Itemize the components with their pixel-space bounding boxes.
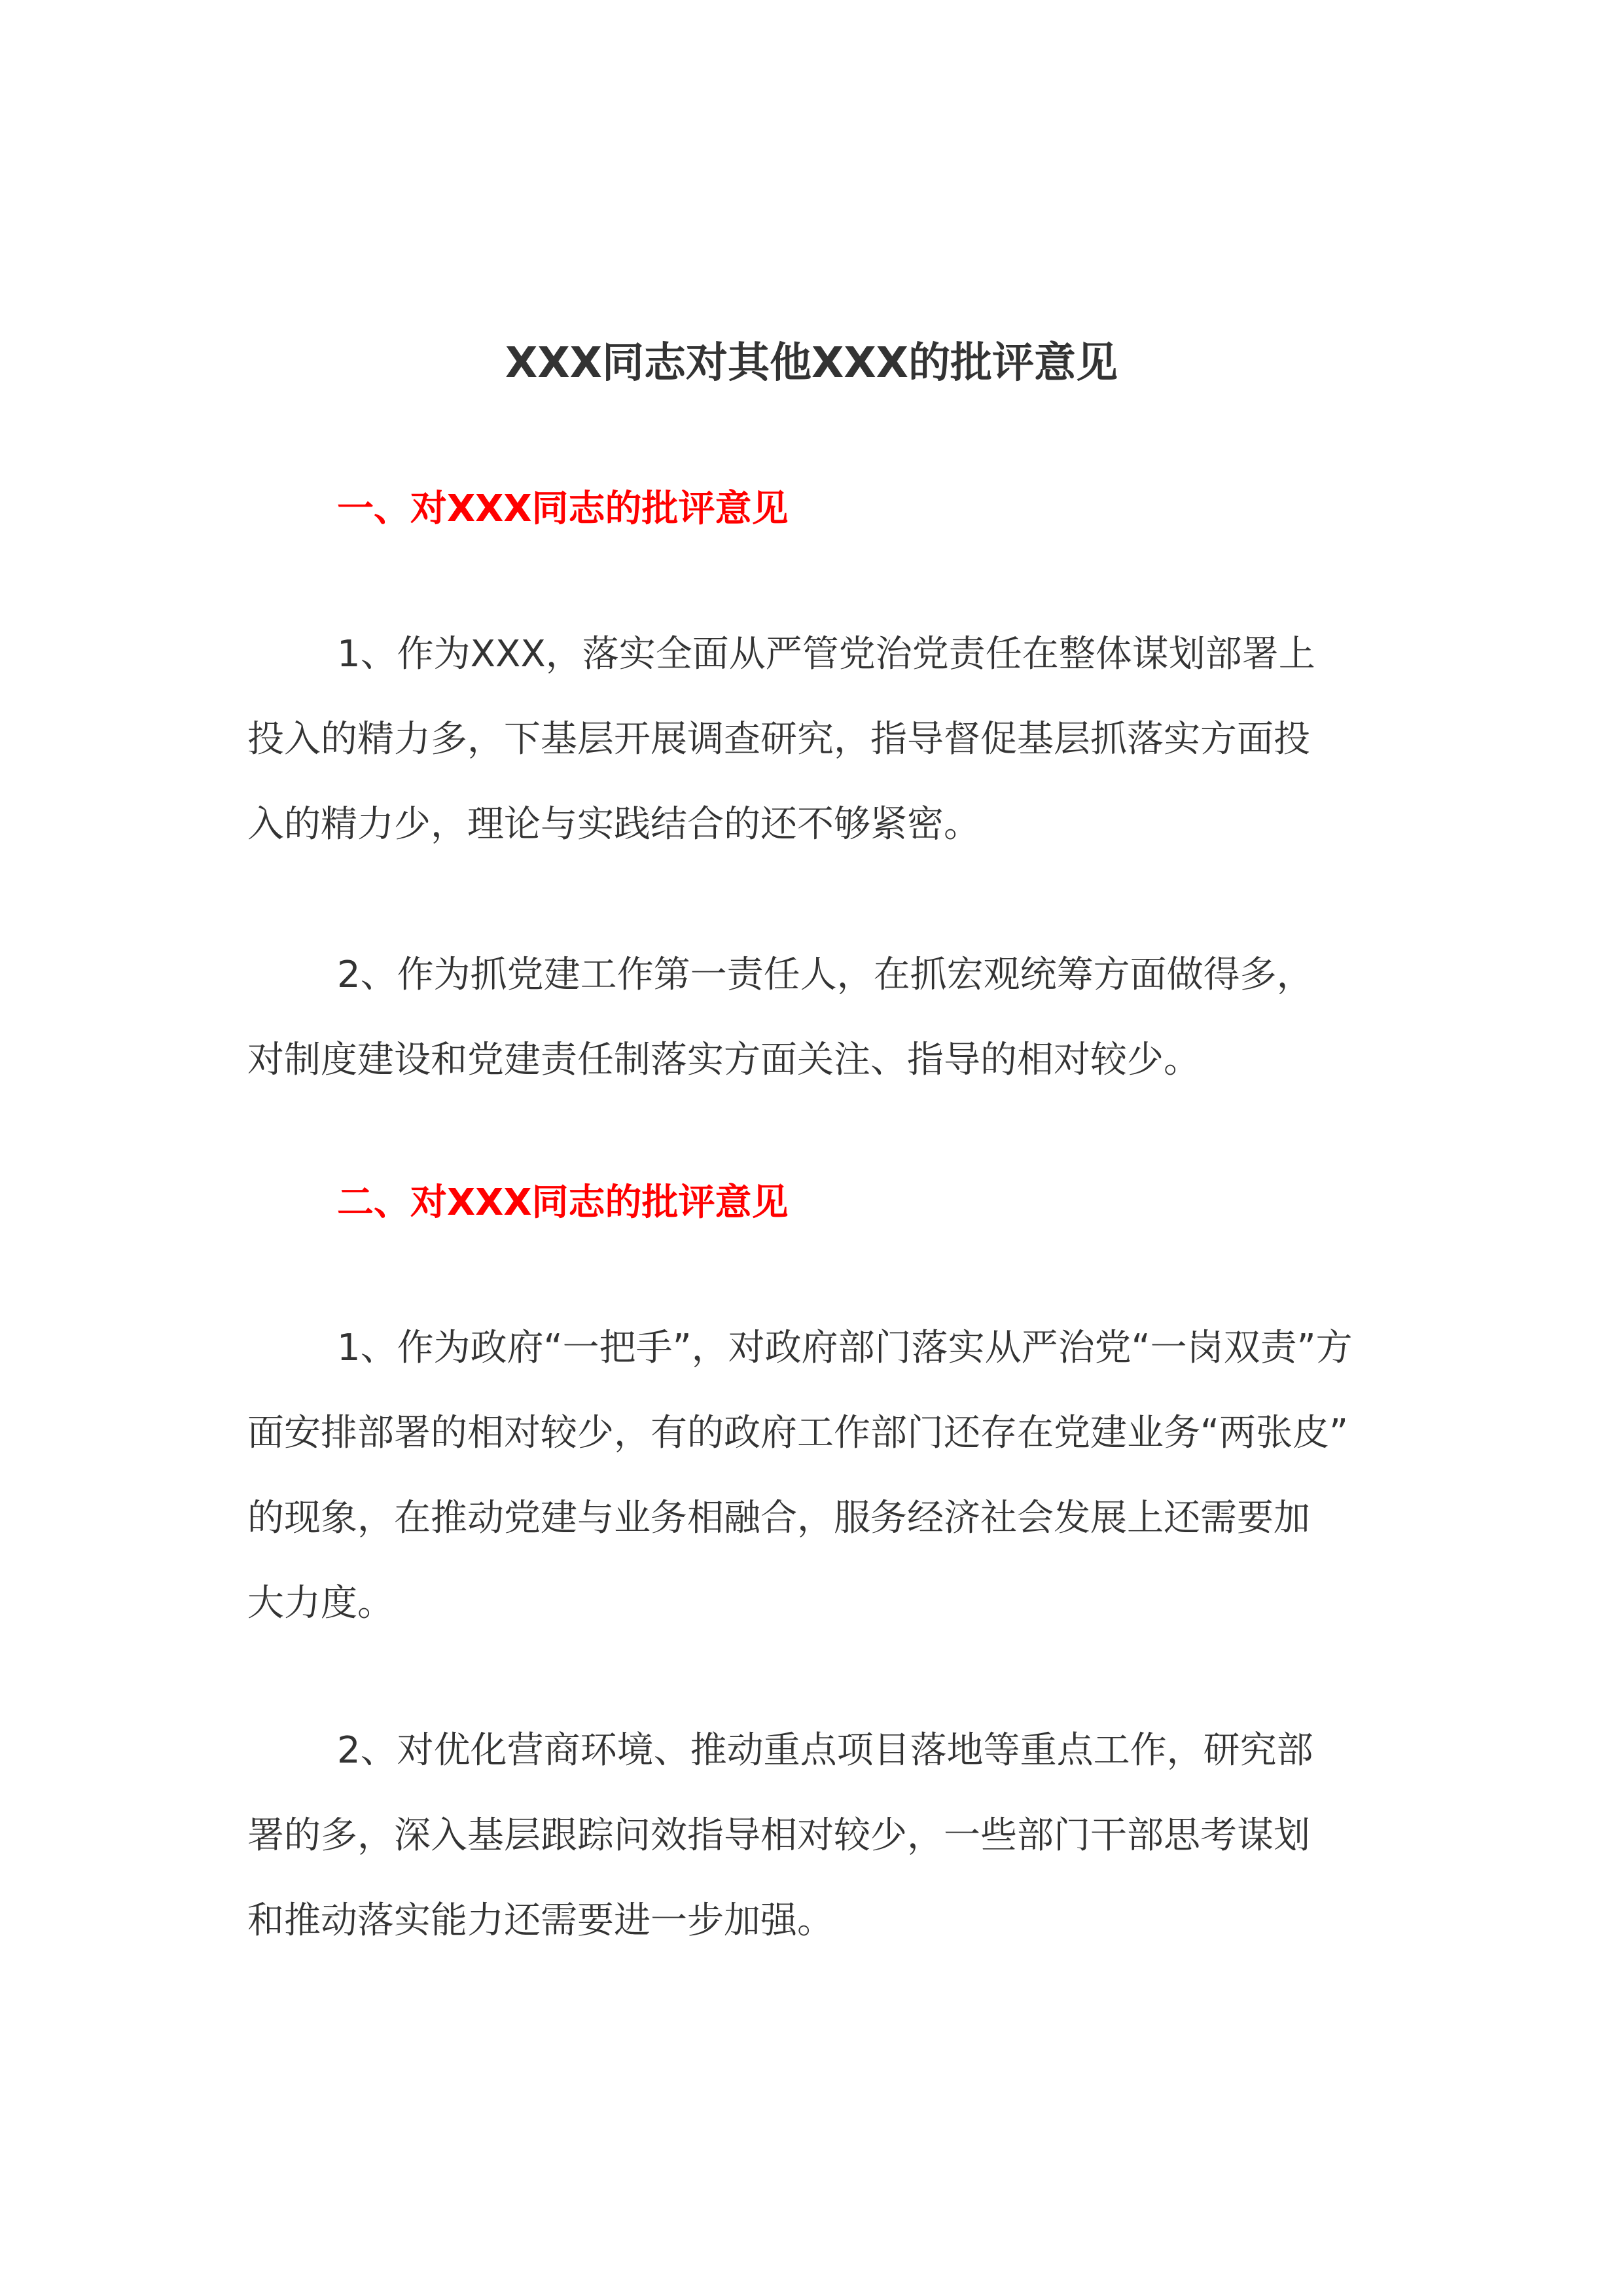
paragraph-line: 1、作为XXX，落实全面从严管党治党责任在整体谋划部署上 bbox=[337, 633, 1315, 675]
section-heading-2: 二、对XXX同志的批评意见 bbox=[337, 1181, 789, 1224]
paragraph-1-1 bbox=[247, 612, 1373, 867]
document-title: XXX同志对其他XXX的批评意见 bbox=[505, 339, 1118, 387]
paragraph-line: 的现象，在推动党建与业务相融合，服务经济社会发展上还需要加 bbox=[247, 1497, 1310, 1539]
paragraph-line: 2、对优化营商环境、推动重点项目落地等重点工作，研究部 bbox=[337, 1729, 1313, 1772]
paragraph-line: 面安排部署的相对较少，有的政府工作部门还存在党建业务“两张皮” bbox=[247, 1412, 1349, 1454]
paragraph-line: 对制度建设和党建责任制落实方面关注、指导的相对较少。 bbox=[247, 1039, 1200, 1081]
paragraph-1-2 bbox=[247, 933, 1373, 1103]
paragraph-line: 2、作为抓党建工作第一责任人，在抓宏观统筹方面做得多， bbox=[337, 954, 1313, 996]
paragraph-2-2 bbox=[247, 1708, 1373, 1964]
paragraph-line: 大力度。 bbox=[247, 1582, 394, 1624]
paragraph-line: 1、作为政府“一把手”，对政府部门落实从严治党“一岗双责”方 bbox=[337, 1327, 1353, 1369]
paragraph-line: 投入的精力多，下基层开展调查研究，指导督促基层抓落实方面投 bbox=[247, 718, 1310, 761]
section-heading-1: 一、对XXX同志的批评意见 bbox=[337, 488, 789, 530]
paragraph-2-1 bbox=[247, 1306, 1373, 1646]
paragraph-line: 署的多，深入基层跟踪问效指导相对较少，一些部门干部思考谋划 bbox=[247, 1814, 1310, 1857]
paragraph-line: 入的精力少，理论与实践结合的还不够紧密。 bbox=[247, 803, 980, 846]
paragraph-line: 和推动落实能力还需要进一步加强。 bbox=[247, 1899, 834, 1942]
